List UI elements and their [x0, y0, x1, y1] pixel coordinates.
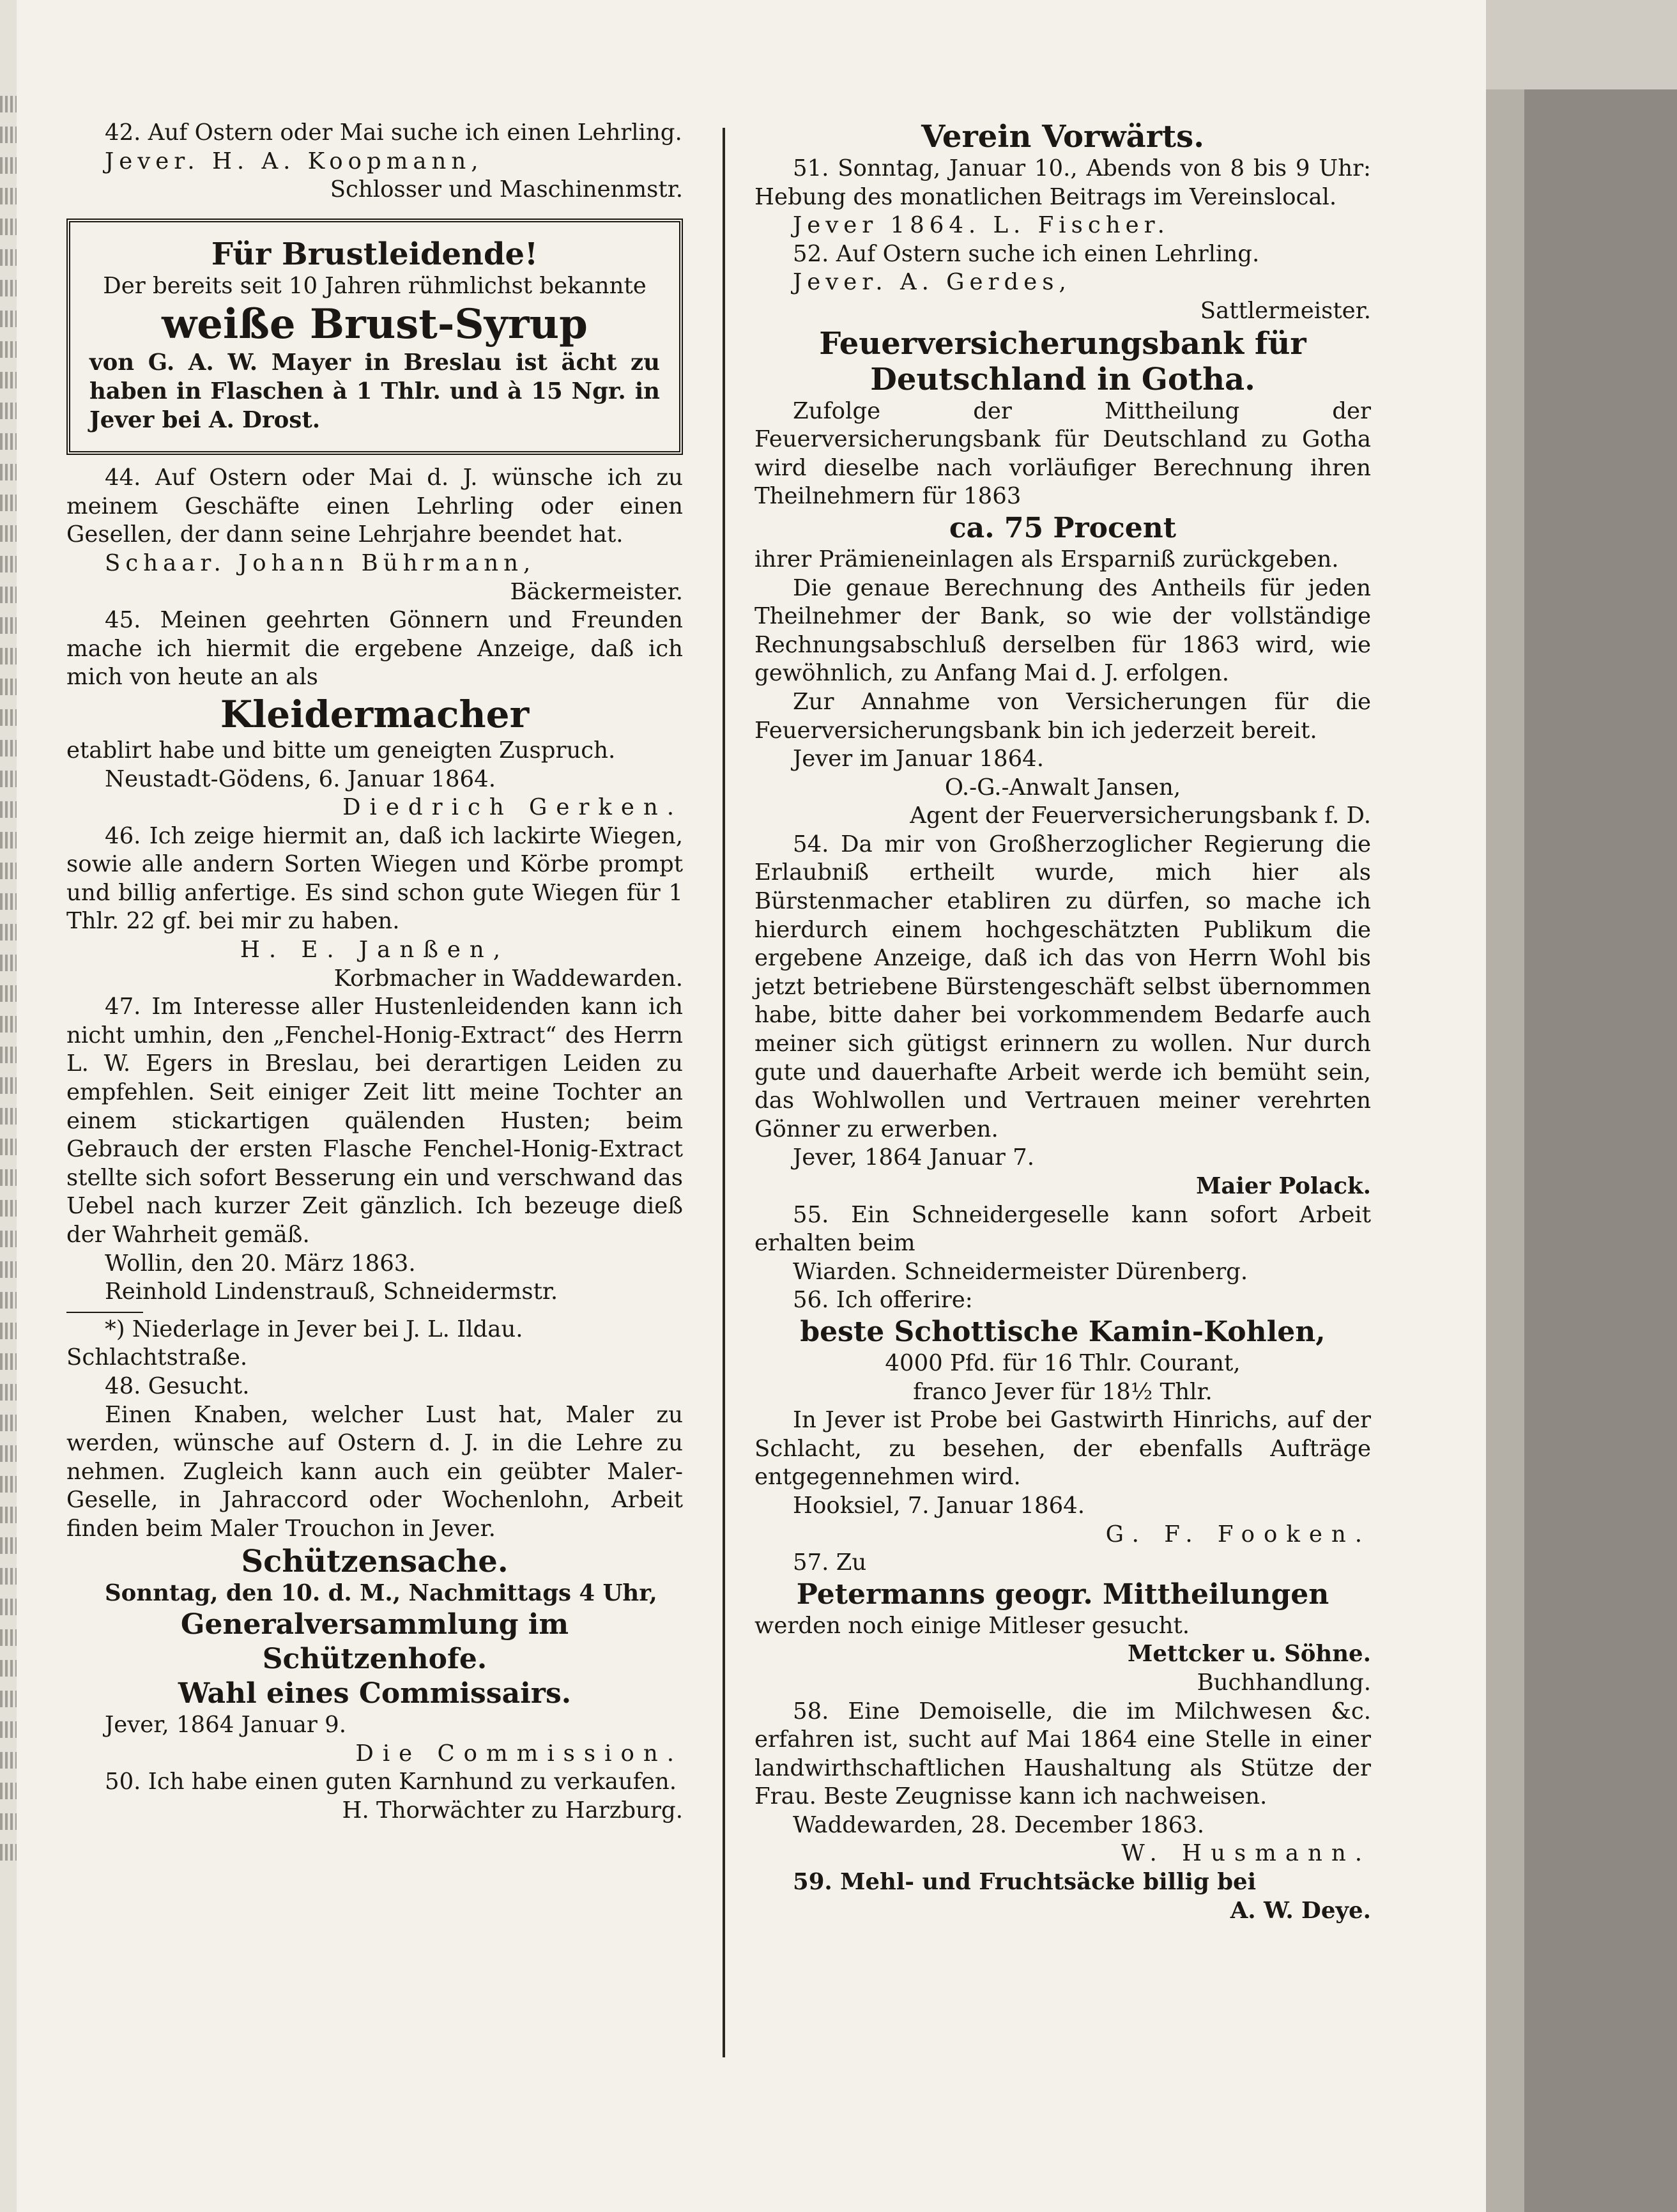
text-sch-tzensache: Schützensache.: [241, 1543, 509, 1579]
adjacent-text-line: [0, 1016, 17, 1033]
adjacent-text-line: [0, 1844, 17, 1861]
text-59-mehl-und-fruchts-cke-billig-bei: 59. Mehl- und Fruchtsäcke billig bei: [793, 1869, 1257, 1896]
adjacent-text-line: [0, 1231, 17, 1247]
text-diedrich-gerken: Diedrich Gerken.: [342, 794, 683, 821]
text-w-husmann: W. Husmann.: [1121, 1840, 1371, 1867]
adjacent-text-line: [0, 893, 17, 910]
text-mettcker-u-s-hne: Mettcker u. Söhne.: [1128, 1641, 1371, 1668]
text-h-e-jan-en: H. E. Janßen,: [240, 937, 510, 964]
adjacent-text-line: [0, 1200, 17, 1217]
adjacent-text-line: [0, 1660, 17, 1677]
text-52-auf-ostern-suche-ich-einen-lehrling: 52. Auf Ostern suche ich einen Lehrling.: [793, 240, 1260, 267]
adjacent-text-line: [0, 1691, 17, 1707]
adjacent-text-line: [0, 1292, 17, 1309]
adjacent-text-line: [0, 1476, 17, 1493]
text-42-auf-ostern-oder-mai-suche-ich-einen-l: 42. Auf Ostern oder Mai suche ich einen Lehrling.: [105, 119, 682, 146]
text-56-ich-offerire: 56. Ich offerire:: [793, 1287, 973, 1314]
text-jever-1864-januar-7: Jever, 1864 Januar 7.: [793, 1144, 1034, 1171]
text-a-w-deye: A. W. Deye.: [1230, 1897, 1371, 1924]
adjacent-text-line: [0, 1599, 17, 1615]
bordered-advertisement-box: [66, 219, 683, 455]
text-hooksiel-7-januar-1864: Hooksiel, 7. Januar 1864.: [793, 1492, 1085, 1519]
adjacent-text-line: [0, 832, 17, 849]
adjacent-page-text-fragments: [0, 96, 17, 1917]
adjacent-text-line: [0, 127, 17, 143]
text-50-ich-habe-einen-guten-karnhund-zu-verk: 50. Ich habe einen guten Karnhund zu verkaufen.: [105, 1769, 677, 1795]
text-h-thorw-chter-zu-harzburg: H. Thorwächter zu Harzburg.: [342, 1797, 683, 1824]
adjacent-text-line: [0, 1261, 17, 1278]
adjacent-text-line: [0, 433, 17, 450]
adjacent-text-line: [0, 587, 17, 603]
text-reinhold-lindenstrau-schneidermstr: Reinhold Lindenstrauß, Schneidermstr.: [105, 1279, 558, 1305]
text-niederlage-in-jever-bei-j-l-ildau-schlac: *) Niederlage in Jever bei J. L. Ildau. Schlachtstraße.: [66, 1316, 523, 1371]
adjacent-text-line: [0, 617, 17, 634]
text-feuerversicherungsbank-f-r-deutschland-i: Feuerversicherungsbank für Deutschland in Gotha.: [819, 325, 1306, 397]
book-page-edge-highlight: [1486, 89, 1524, 2212]
text-korbmacher-in-waddewarden: Korbmacher in Waddewarden.: [333, 965, 683, 992]
adjacent-text-line: [0, 311, 17, 327]
column-divider: [723, 128, 725, 2057]
left-column: [66, 119, 683, 1825]
text-51-sonntag-januar-10-abends-von-8-bis-9-: 51. Sonntag, Januar 10., Abends von 8 bis 9 Uhr: Hebung des monatlichen Beitrags im Vereinslocal.: [754, 155, 1371, 210]
box-line-der-bereits-seit-10-jahren-r-hmlichst-be: Der bereits seit 10 Jahren rühmlichst bekannte: [103, 272, 647, 299]
adjacent-text-line: [0, 1047, 17, 1063]
text-die-commission: Die Commission.: [355, 1740, 683, 1767]
adjacent-text-line: [0, 679, 17, 695]
adjacent-text-line: [0, 985, 17, 1002]
adjacent-text-line: [0, 1568, 17, 1585]
text-4000-pfd-f-r-16-thlr-courant: 4000 Pfd. für 16 Thlr. Courant,: [885, 1349, 1241, 1376]
text-ca-75-procent: ca. 75 Procent: [949, 511, 1177, 544]
text-46-ich-zeige-hiermit-an-da-ich-lackirte-: 46. Ich zeige hiermit an, daß ich lackirte Wiegen, sowie alle andern Sorten Wiegen und Körbe prompt und billig anfertige. Es sind schon gute Wiegen für 1 Thlr. 22 gf. bei mir zu haben.: [66, 822, 683, 935]
right-column: [754, 119, 1371, 1925]
text-generalversammlung-im-sch-tzenhofe: Generalversammlung im Schützenhofe.: [180, 1608, 569, 1676]
adjacent-text-line: [0, 249, 17, 266]
adjacent-text-line: [0, 495, 17, 511]
text-sattlermeister: Sattlermeister.: [1200, 297, 1371, 324]
text-maier-polack: Maier Polack.: [1196, 1173, 1371, 1199]
adjacent-text-line: [0, 1813, 17, 1830]
adjacent-text-line: [0, 1323, 17, 1339]
text-etablirt-habe-und-bitte-um-geneigten-zus: etablirt habe und bitte um geneigten Zuspruch.: [66, 737, 616, 764]
text-franco-jever-f-r-18-thlr: franco Jever für 18½ Thlr.: [913, 1378, 1213, 1405]
text-schaar-johann-b-hrmann: Schaar. Johann Bührmann,: [105, 549, 536, 576]
box-line-von-g-a-w-mayer-in-breslau-ist-cht-zu-ha: von G. A. W. Mayer in Breslau ist ächt zu haben in Flaschen à 1 Thlr. und à 15 Ngr. in Jever bei A. Drost.: [89, 349, 660, 433]
text-kleidermacher: Kleidermacher: [220, 692, 530, 736]
text-waddewarden-28-december-1863: Waddewarden, 28. December 1863.: [793, 1811, 1205, 1838]
text-in-jever-ist-probe-bei-gastwirth-hinrich: In Jever ist Probe bei Gastwirth Hinrichs, auf der Schlacht, zu besehen, der ebenfalls Aufträge entgegennehmen wird.: [754, 1407, 1371, 1491]
adjacent-text-line: [0, 280, 17, 296]
text-57-zu: 57. Zu: [793, 1549, 867, 1576]
text-werden-noch-einige-mitleser-gesucht: werden noch einige Mitleser gesucht.: [754, 1612, 1190, 1639]
adjacent-text-line: [0, 372, 17, 388]
adjacent-text-line: [0, 1752, 17, 1769]
adjacent-text-line: [0, 1507, 17, 1523]
text-jever-1864-l-fischer: Jever 1864. L. Fischer.: [793, 212, 1170, 239]
text-einen-knaben-welcher-lust-hat-maler-zu-w: Einen Knaben, welcher Lust hat, Maler zu werden, wünsche auf Ostern d. J. in die Lehre zu nehmen. Zugleich kann auch ein geübter Maler-Geselle, in Jahraccord oder Wochenlohn, Arbeit finden beim Maler Trouchon in Jever.: [66, 1401, 683, 1542]
adjacent-text-line: [0, 1415, 17, 1431]
text-g-f-fooken: G. F. Fooken.: [1105, 1521, 1371, 1548]
adjacent-text-line: [0, 1169, 17, 1186]
adjacent-page-strip: [0, 0, 17, 2212]
adjacent-text-line: [0, 1108, 17, 1125]
adjacent-text-line: [0, 188, 17, 204]
text-beste-schottische-kamin-kohlen: beste Schottische Kamin-Kohlen,: [800, 1315, 1326, 1348]
adjacent-text-line: [0, 96, 17, 112]
adjacent-text-line: [0, 525, 17, 542]
text-buchhandlung: Buchhandlung.: [1197, 1669, 1371, 1696]
text-45-meinen-geehrten-g-nnern-und-freunden-: 45. Meinen geehrten Gönnern und Freunden mache ich hiermit die ergebene Anzeige, daß ich mich von heute an als: [66, 607, 683, 691]
text-55-ein-schneidergeselle-kann-sofort-arbe: 55. Ein Schneidergeselle kann sofort Arbeit erhalten beim: [754, 1201, 1371, 1257]
adjacent-text-line: [0, 801, 17, 818]
text-sonntag-den-10-d-m-nachmittags-4-uhr: Sonntag, den 10. d. M., Nachmittags 4 Uhr,: [105, 1579, 657, 1606]
adjacent-text-line: [0, 1077, 17, 1094]
adjacent-text-line: [0, 863, 17, 879]
footnote-rule: [66, 1312, 143, 1313]
adjacent-text-line: [0, 955, 17, 971]
text-wollin-den-20-m-rz-1863: Wollin, den 20. März 1863.: [105, 1250, 416, 1277]
adjacent-text-line: [0, 157, 17, 174]
adjacent-text-line: [0, 740, 17, 757]
adjacent-text-line: [0, 924, 17, 941]
adjacent-text-line: [0, 1384, 17, 1401]
text-wahl-eines-commissairs: Wahl eines Commissairs.: [178, 1677, 572, 1710]
text-wiarden-schneidermeister-d-renberg: Wiarden. Schneidermeister Dürenberg.: [793, 1258, 1248, 1285]
adjacent-text-line: [0, 464, 17, 480]
text-verein-vorw-rts: Verein Vorwärts.: [921, 119, 1204, 155]
adjacent-text-line: [0, 1139, 17, 1155]
text-jever-1864-januar-9: Jever, 1864 Januar 9.: [105, 1712, 346, 1739]
text-b-ckermeister: Bäckermeister.: [510, 578, 683, 605]
box-line-wei-e-brust-syrup: weiße Brust-Syrup: [162, 300, 588, 349]
adjacent-text-line: [0, 1629, 17, 1646]
text-zufolge-der-mittheilung-der-feuerversich: Zufolge der Mittheilung der Feuerversicherungsbank für Deutschland zu Gotha wird dieselbe nach vorläufiger Berechnung ihren Theilnehmern für 1863: [754, 397, 1371, 510]
adjacent-text-line: [0, 219, 17, 235]
text-die-genaue-berechnung-des-antheils-f-r-j: Die genaue Berechnung des Antheils für jeden Theilnehmer der Bank, so wie der vollständige Rechnungsabschluß derselben für 1863 wird, wie gewöhnlich, zu Anfang Mai d. J. erfolgen.: [754, 574, 1371, 687]
adjacent-text-line: [0, 341, 17, 358]
adjacent-text-line: [0, 1721, 17, 1738]
adjacent-text-line: [0, 1353, 17, 1370]
box-line-f-r-brustleidende: Für Brustleidende!: [211, 236, 539, 272]
text-neustadt-g-dens-6-januar-1864: Neustadt-Gödens, 6. Januar 1864.: [105, 765, 496, 792]
text-schlosser-und-maschinenmstr: Schlosser und Maschinenmstr.: [330, 176, 683, 203]
text-agent-der-feuerversicherungsbank-f-d: Agent der Feuerversicherungsbank f. D.: [910, 803, 1371, 829]
adjacent-text-line: [0, 648, 17, 664]
adjacent-text-line: [0, 1783, 17, 1799]
text-44-auf-ostern-oder-mai-d-j-w-nsche-ich-z: 44. Auf Ostern oder Mai d. J. wünsche ich zu meinem Geschäfte einen Lehrling oder einen Gesellen, der dann seine Lehrjahre beendet hat.: [66, 465, 683, 548]
text-ihrer-pr-mieneinlagen-als-ersparni-zur-c: ihrer Prämieneinlagen als Ersparniß zurückgeben.: [754, 546, 1339, 572]
text-58-eine-demoiselle-die-im-milchwesen-c-e: 58. Eine Demoiselle, die im Milchwesen &c. erfahren ist, sucht auf Mai 1864 eine Stelle in einer landwirthschaftlichen Haushaltung als Stütze der Frau. Beste Zeugnisse kann ich nachweisen.: [754, 1698, 1371, 1810]
text-jever-h-a-koopmann: Jever. H. A. Koopmann,: [105, 148, 484, 174]
adjacent-text-line: [0, 403, 17, 419]
text-47-im-interesse-aller-hustenleidenden-ka: 47. Im Interesse aller Hustenleidenden kann ich nicht umhin, den „Fenchel-Honig-Extract“ des Herrn L. W. Egers in Breslau, bei derartigen Leiden zu empfehlen. Seit einiger Zeit litt meine Tochter an einem stickartigen quälenden Husten; beim Gebrauch der ersten Flasche Fenchel-Honig-Extract stellte sich sofort Besserung ein und verschwand das Uebel nach kurzer Zeit gänzlich. Ich bezeuge dieß der Wahrheit gemäß.: [66, 994, 683, 1248]
text-48-gesucht: 48. Gesucht.: [105, 1372, 250, 1399]
text-jever-a-gerdes: Jever. A. Gerdes,: [793, 269, 1071, 296]
text-o-g-anwalt-jansen: O.-G.-Anwalt Jansen,: [944, 774, 1181, 801]
text-54-da-mir-von-gro-herzoglicher-regierung: 54. Da mir von Großherzoglicher Regierung die Erlaubniß ertheilt wurde, mich hier als Bürstenmacher etabliren zu dürfen, so mache ich hierdurch einem hochgeschätzten Publikum die ergebene Anzeige, daß ich das von Herrn Wohl bis jetzt betriebene Bürstengeschäft selbst übernommen habe, bitte daher bei vorkommendem Bedarfe auch meiner sich gütigst erinnern zu wollen. Nur durch gute und dauerhafte Arbeit werde ich bemüht sein, das Wohlwollen und Vertrauen meiner verehrten Gönner zu erwerben.: [754, 831, 1371, 1142]
adjacent-text-line: [0, 1445, 17, 1462]
adjacent-text-line: [0, 709, 17, 726]
adjacent-text-line: [0, 556, 17, 572]
text-zur-annahme-von-versicherungen-f-r-die-f: Zur Annahme von Versicherungen für die Feuerversicherungsbank bin ich jederzeit bereit.: [754, 688, 1371, 744]
adjacent-text-line: [0, 1537, 17, 1554]
adjacent-text-line: [0, 771, 17, 787]
text-jever-im-januar-1864: Jever im Januar 1864.: [793, 746, 1045, 772]
text-petermanns-geogr-mittheilungen: Petermanns geogr. Mittheilungen: [796, 1578, 1329, 1611]
